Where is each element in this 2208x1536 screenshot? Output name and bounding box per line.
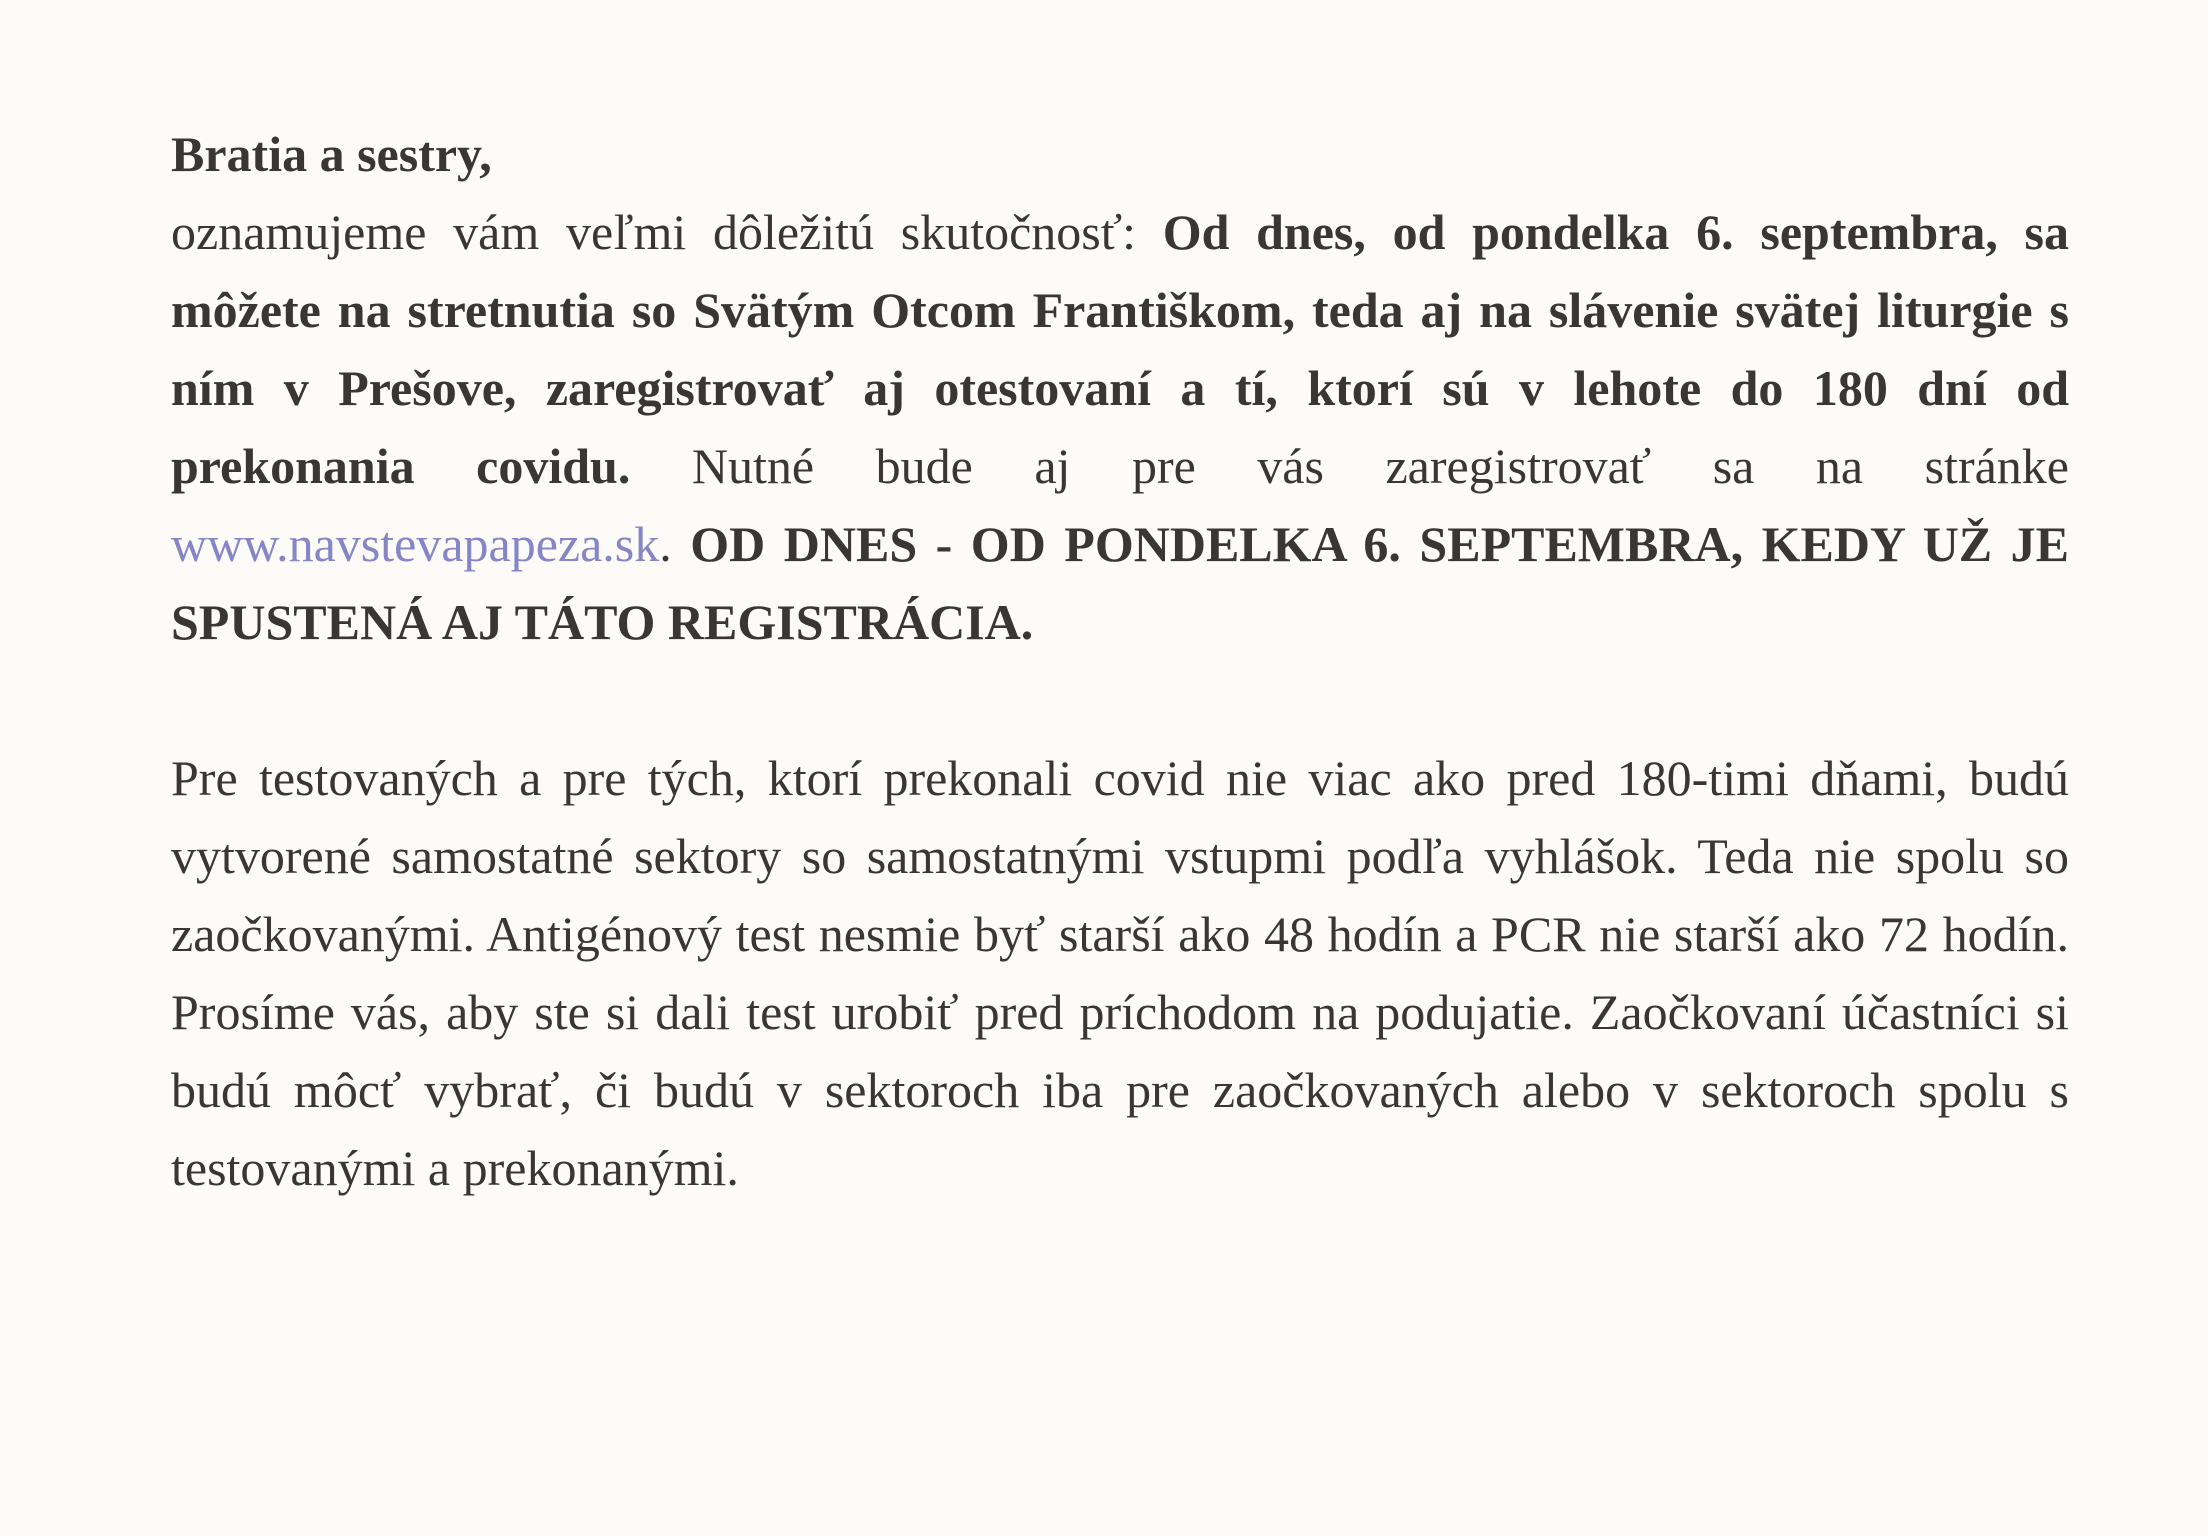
after-link-text: .	[659, 516, 691, 572]
paragraph-registration	[171, 193, 2069, 661]
greeting: Bratia a sestry,	[171, 126, 492, 182]
closing-caps-statement: OD DNES - OD PONDELKA 6. SEPTEMBRA, KEDY UŽ JE SPUSTENÁ AJ TÁTO REGISTRÁCIA.	[171, 516, 2070, 650]
document-body	[171, 115, 2069, 1207]
paragraph-sectors: Pre testovaných a pre tých, ktorí prekonali covid nie viac ako pred 180-timi dňami, budú vytvorené samostatné sektory so samostatnými vstupmi podľa vyhlášok. Teda nie spolu so zaočkovanými. Antigénový test nesmie byť starší ako 48 hodín a PCR nie starší ako 72 hodín. Prosíme vás, aby ste si dali test urobiť pred príchodom na podujatie. Zaočkovaní účastníci si budú môcť vybrať, či budú v sektoroch iba pre zaočkovaných alebo v sektoroch spolu s testovanými a prekonanými.	[171, 750, 2069, 1196]
bold-statement: Od dnes, od pondelka 6. septembra, sa môžete na stretnutia so Svätým Otcom Františkom, teda aj na slávenie svätej liturgie s ním v Prešove, zaregistrovať aj otestovaní a tí, ktorí sú v lehote do 180 dní od prekonania covidu.	[171, 204, 2069, 494]
intro-text: oznamujeme vám veľmi dôležitú skutočnosť:	[171, 204, 1163, 260]
registration-link[interactable]: www.navstevapapeza.sk	[171, 516, 660, 572]
registration-text: Nutné bude aj pre vás zaregistrovať sa na stránke	[630, 438, 2069, 494]
